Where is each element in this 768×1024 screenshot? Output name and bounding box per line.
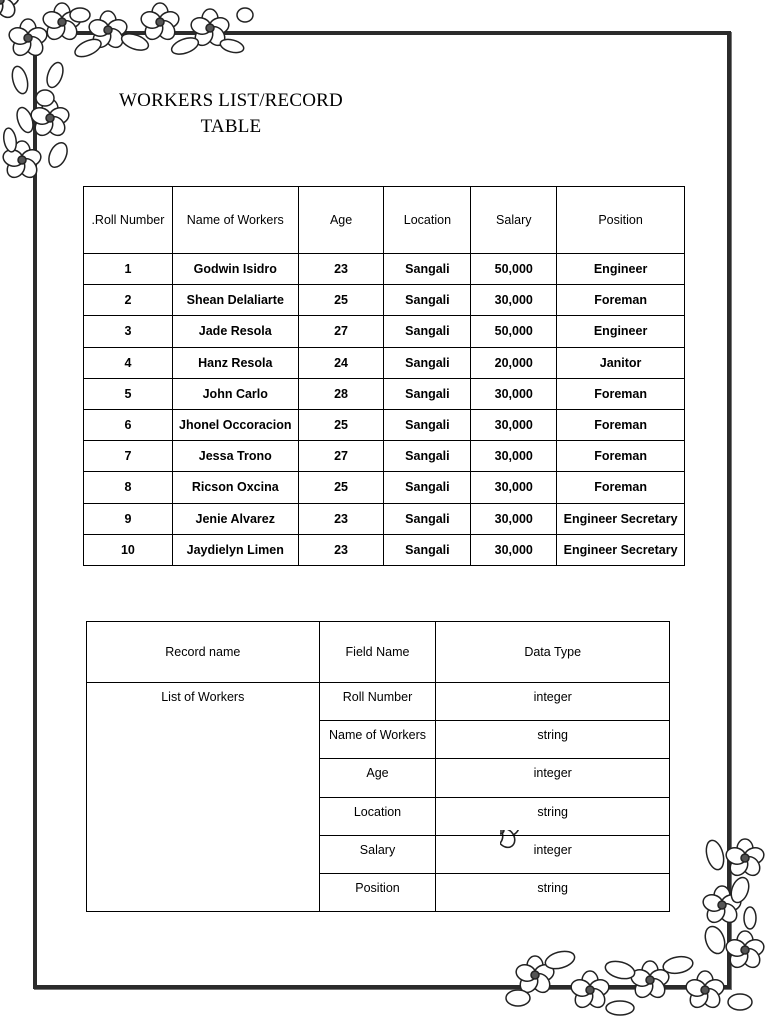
cell-data-type: integer (436, 835, 670, 873)
cell-field-name: Name of Workers (319, 721, 436, 759)
cell-roll-number: 6 (84, 409, 173, 440)
cell-age: 25 (298, 409, 384, 440)
cell-age: 23 (298, 534, 384, 565)
cell-location: Sangali (384, 285, 471, 316)
cell-location: Sangali (384, 378, 471, 409)
column-header-data-type: Data Type (436, 622, 670, 683)
cell-location: Sangali (384, 534, 471, 565)
cell-location: Sangali (384, 441, 471, 472)
cell-age: 25 (298, 285, 384, 316)
cell-position: Engineer Secretary (557, 503, 685, 534)
cell-age: 27 (298, 316, 384, 347)
cell-name: Jessa Trono (172, 441, 298, 472)
cell-roll-number: 1 (84, 254, 173, 285)
cell-position: Foreman (557, 285, 685, 316)
cell-salary: 50,000 (471, 254, 557, 285)
cell-field-name: Salary (319, 835, 436, 873)
cell-roll-number: 3 (84, 316, 173, 347)
cell-name: John Carlo (172, 378, 298, 409)
column-header-age: Age (298, 187, 384, 254)
cell-name: Jhonel Occoracion (172, 409, 298, 440)
column-header-location: Location (384, 187, 471, 254)
cell-age: 23 (298, 254, 384, 285)
table-row (84, 285, 685, 316)
table-row (84, 441, 685, 472)
cell-position: Foreman (557, 378, 685, 409)
cell-location: Sangali (384, 316, 471, 347)
cell-roll-number: 10 (84, 534, 173, 565)
cell-location: Sangali (384, 472, 471, 503)
cell-age: 25 (298, 472, 384, 503)
cell-age: 28 (298, 378, 384, 409)
cell-name: Jenie Alvarez (172, 503, 298, 534)
cell-location: Sangali (384, 347, 471, 378)
cell-salary: 30,000 (471, 441, 557, 472)
cell-data-type: string (436, 721, 670, 759)
cell-position: Foreman (557, 472, 685, 503)
cell-data-type: string (436, 797, 670, 835)
column-header-name: Name of Workers (172, 187, 298, 254)
cell-data-type: string (436, 873, 670, 911)
cell-record-name: List of Workers (87, 683, 320, 912)
cell-name: Shean Delaliarte (172, 285, 298, 316)
record-table (86, 621, 670, 912)
cell-name: Hanz Resola (172, 347, 298, 378)
cell-location: Sangali (384, 409, 471, 440)
cell-roll-number: 5 (84, 378, 173, 409)
table-row (84, 347, 685, 378)
table-row (84, 254, 685, 285)
cell-salary: 20,000 (471, 347, 557, 378)
cell-position: Engineer (557, 254, 685, 285)
cell-field-name: Location (319, 797, 436, 835)
cell-salary: 30,000 (471, 409, 557, 440)
table-header-row (87, 622, 670, 683)
page-title (96, 88, 366, 140)
cell-name: Jaydielyn Limen (172, 534, 298, 565)
workers-table (83, 186, 685, 566)
cell-field-name: Roll Number (319, 683, 436, 721)
cell-roll-number: 2 (84, 285, 173, 316)
table-row (84, 534, 685, 565)
table-row (84, 503, 685, 534)
table-row (87, 683, 670, 721)
column-header-salary: Salary (471, 187, 557, 254)
table-row (84, 316, 685, 347)
column-header-field-name: Field Name (319, 622, 436, 683)
cell-roll-number: 8 (84, 472, 173, 503)
column-header-position: Position (557, 187, 685, 254)
table-row (84, 378, 685, 409)
table-row (84, 472, 685, 503)
cell-data-type: integer (436, 683, 670, 721)
cell-age: 24 (298, 347, 384, 378)
cell-location: Sangali (384, 254, 471, 285)
cell-field-name: Position (319, 873, 436, 911)
cell-salary: 30,000 (471, 285, 557, 316)
cell-age: 23 (298, 503, 384, 534)
cell-salary: 30,000 (471, 378, 557, 409)
cell-position: Foreman (557, 441, 685, 472)
cell-field-name: Age (319, 759, 436, 797)
table-row (84, 409, 685, 440)
column-header-record-name: Record name (87, 622, 320, 683)
cell-name: Jade Resola (172, 316, 298, 347)
cell-name: Godwin Isidro (172, 254, 298, 285)
cell-data-type: integer (436, 759, 670, 797)
cell-roll-number: 4 (84, 347, 173, 378)
cell-position: Engineer (557, 316, 685, 347)
cell-roll-number: 9 (84, 503, 173, 534)
cell-roll-number: 7 (84, 441, 173, 472)
column-header-roll-number: .Roll Number (84, 187, 173, 254)
cell-salary: 50,000 (471, 316, 557, 347)
cell-age: 27 (298, 441, 384, 472)
cell-position: Engineer Secretary (557, 534, 685, 565)
page-title-line-1: WORKERS LIST/RECORD (119, 90, 343, 111)
cell-location: Sangali (384, 503, 471, 534)
cell-position: Foreman (557, 409, 685, 440)
cell-salary: 30,000 (471, 503, 557, 534)
cell-salary: 30,000 (471, 534, 557, 565)
page-title-line-2: TABLE (200, 116, 262, 137)
cell-salary: 30,000 (471, 472, 557, 503)
cell-position: Janitor (557, 347, 685, 378)
table-header-row (84, 187, 685, 254)
cell-name: Ricson Oxcina (172, 472, 298, 503)
